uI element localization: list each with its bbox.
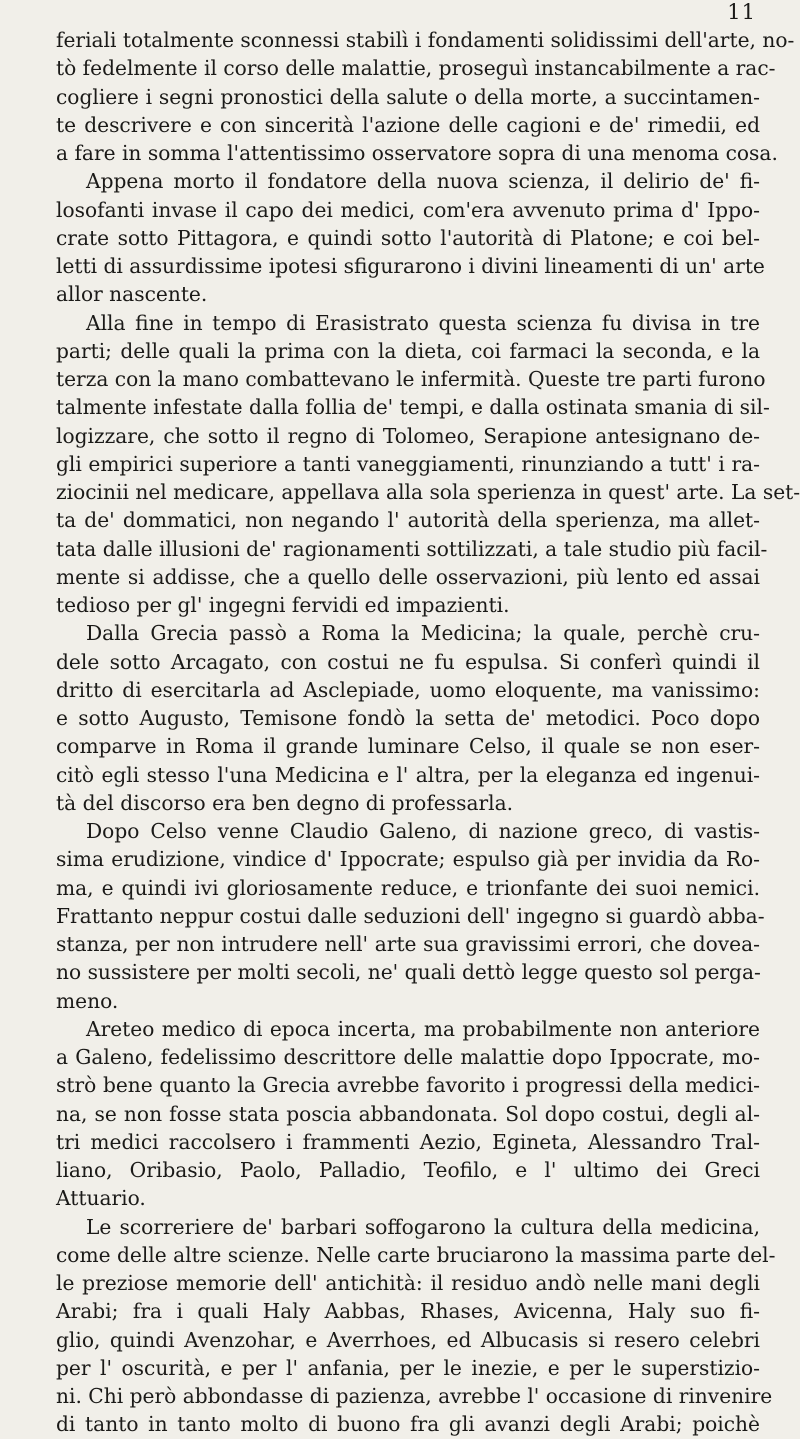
text-line: tà del discorso era ben degno di professarla.: [56, 790, 514, 815]
text-line: per l' oscurità, e per l' anfania, per le inezie, e per le superstizio-: [56, 1355, 760, 1380]
text-line: tri medici raccolsero i frammenti Aezio, Egineta, Alessandro Tral-: [56, 1129, 760, 1154]
text-line: a fare in somma l'attentissimo osservatore sopra di una menoma cosa.: [56, 141, 778, 165]
text-line: ni. Chi però abbondasse di pazienza, avrebbe l' occasione di rinvenire: [56, 1384, 773, 1408]
text-line: Frattanto neppur costui dalle seduzioni dell' ingegno si guardò abba-: [56, 903, 765, 928]
text-line: stanza, per non intrudere nell' arte sua gravissimi errori, che dovea-: [56, 932, 760, 956]
text-line: ziocinii nel medicare, appellava alla sola sperienza in quest' arte. La set-: [56, 480, 800, 504]
text-line: citò egli stesso l'una Medicina e l' altra, per la eleganza ed ingenui-: [56, 762, 760, 787]
text-line: Arabi; fra i quali Haly Aabbas, Rhases, Avicenna, Haly suo fi-: [56, 1299, 760, 1324]
text-line: come delle altre scienze. Nelle carte bruciarono la massima parte del-: [56, 1242, 776, 1267]
text-line: strò bene quanto la Grecia avrebbe favorito i progressi della medici-: [56, 1073, 760, 1098]
text-line: talmente infestate dalla follia de' tempi, e dalla ostinata smania di sil-: [56, 395, 770, 420]
text-line: terza con la mano combattevano le infermità. Queste tre parti furono: [56, 367, 766, 391]
text-line: liano, Oribasio, Paolo, Palladio, Teofilo, e l' ultimo dei Greci: [56, 1158, 760, 1182]
text-line: parti; delle quali la prima con la dieta, coi farmaci la seconda, e la: [56, 338, 760, 363]
text-line: tata dalle illusioni de' ragionamenti sottilizzati, a tale studio più facil-: [56, 536, 768, 561]
text-line: Attuario.: [56, 1186, 146, 1211]
text-line: dritto di esercitarla ad Asclepiade, uomo eloquente, ma vanissimo:: [56, 677, 760, 702]
text-line: mente si addisse, che a quello delle osservazioni, più lento ed assai: [56, 564, 760, 589]
text-line: cogliere i segni pronostici della salute o della morte, a succintamen-: [56, 84, 760, 109]
text-line: Dopo Celso venne Claudio Galeno, di nazione greco, di vastis-: [86, 819, 760, 843]
text-line: a Galeno, fedelissimo descrittore delle malattie dopo Ippocrate, mo-: [56, 1045, 760, 1069]
page-number: 11: [727, 0, 756, 24]
text-line: di tanto in tanto molto di buono fra gli avanzi degli Arabi; poichè: [56, 1412, 760, 1437]
text-line: ma, e quindi ivi gloriosamente reduce, e trionfante dei suoi nemici.: [56, 875, 760, 900]
text-line: allor nascente.: [56, 282, 208, 307]
text-line: na, se non fosse stata poscia abbandonata. Sol dopo costui, degli al-: [56, 1101, 760, 1126]
text-line: sima erudizione, vindice d' Ippocrate; espulso già per invidia da Ro-: [56, 847, 760, 872]
text-line: Dalla Grecia passò a Roma la Medicina; la quale, perchè cru-: [86, 621, 760, 646]
text-line: no sussistere per molti secoli, ne' quali dettò legge questo sol perga-: [56, 960, 761, 985]
text-line: letti di assurdissime ipotesi sfigurarono i divini lineamenti di un' arte: [56, 254, 765, 278]
text-line: glio, quindi Avenzohar, e Averrhoes, ed Albucasis si resero celebri: [56, 1327, 760, 1352]
text-line: tò fedelmente il corso delle malattie, proseguì instancabilmente a rac-: [56, 56, 776, 81]
text-line: Alla fine in tempo di Erasistrato questa scienza fu divisa in tre: [86, 310, 760, 335]
text-line: gli empirici superiore a tanti vaneggiamenti, rinunziando a tutt' i ra-: [56, 451, 760, 476]
body-text: [56, 26, 800, 1439]
text-line: dele sotto Arcagato, con costui ne fu espulsa. Si conferì quindi il: [56, 649, 760, 674]
text-line: Le scorreriere de' barbari soffogarono la cultura della medicina,: [86, 1214, 760, 1239]
text-line: tedioso per gl' ingegni fervidi ed impazienti.: [56, 593, 510, 617]
text-line: comparve in Roma il grande luminare Celso, il quale se non eser-: [56, 734, 760, 759]
text-line: ta de' dommatici, non negando l' autorità della sperienza, ma allet-: [56, 508, 760, 533]
text-line: Appena morto il fondatore della nuova scienza, il delirio de' fi-: [86, 169, 760, 194]
text-line: feriali totalmente sconnessi stabilì i fondamenti solidissimi dell'arte, no-: [56, 28, 795, 52]
text-line: losofanti invase il capo dei medici, com'era avvenuto prima d' Ippo-: [56, 197, 760, 222]
text-line: Areteo medico di epoca incerta, ma probabilmente non anteriore: [86, 1016, 760, 1041]
text-line: e sotto Augusto, Temisone fondò la setta de' metodici. Poco dopo: [56, 706, 760, 730]
text-line: crate sotto Pittagora, e quindi sotto l'autorità di Platone; e coi bel-: [56, 225, 760, 250]
text-line: meno.: [56, 988, 119, 1013]
text-line: logizzare, che sotto il regno di Tolomeo, Serapione antesignano de-: [56, 423, 760, 448]
text-line: le preziose memorie dell' antichità: il residuo andò nelle mani degli: [56, 1271, 760, 1295]
text-line: te descrivere e con sincerità l'azione delle cagioni e de' rimedii, ed: [56, 112, 760, 137]
